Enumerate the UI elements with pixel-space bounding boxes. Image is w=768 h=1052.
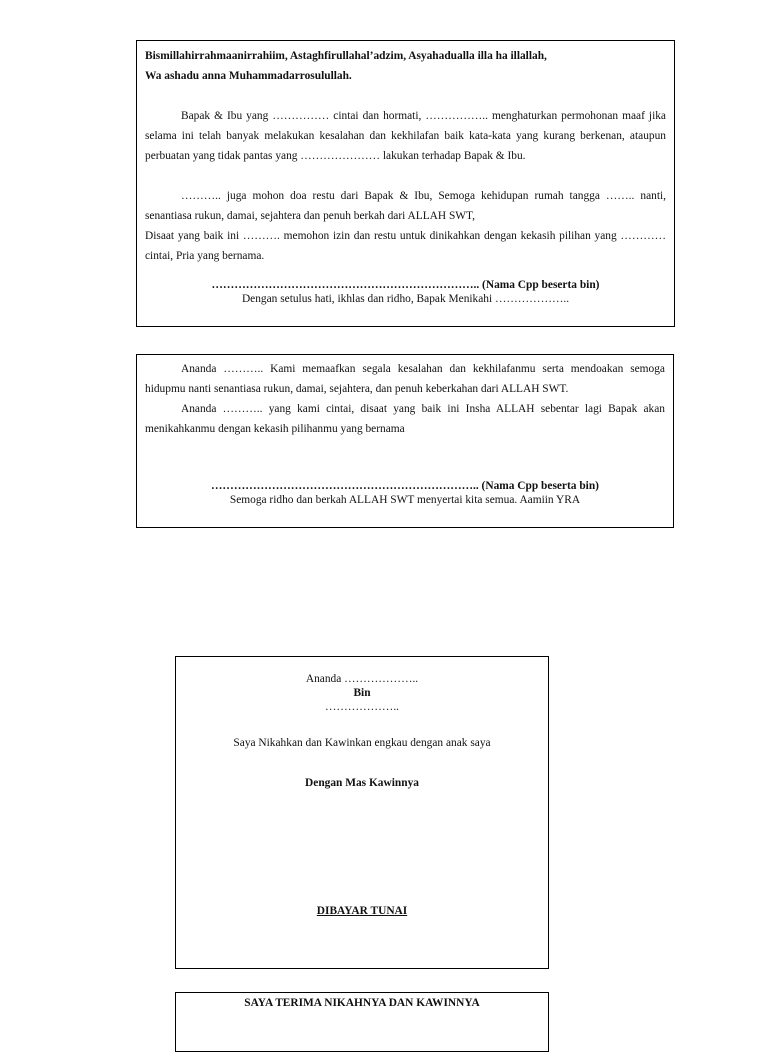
blessing-request-paragraph: ……….. juga mohon doa restu dari Bapak & Ibu, Semoga kehidupan rumah tangga …….. nanti, senantiasa rukun, damai, sejahtera dan penuh berkah dari ALLAH SWT,: [145, 190, 666, 222]
qabul-box: [175, 992, 549, 1052]
bin-blank: ………………..: [324, 701, 400, 713]
ananda-line: Ananda ………………..: [305, 673, 419, 685]
marriage-announcement-paragraph: Ananda ……….. yang kami cintai, disaat yang baik ini Insha ALLAH sebentar lagi Bapak akan menikahkanmu dengan kekasih pilihanmu yang bernama: [145, 403, 665, 435]
closing-prayer-line: Semoga ridho dan berkah ALLAH SWT menyertai kita semua. Aamiin YRA: [229, 494, 581, 506]
closing-line: Dengan setulus hati, ikhlas dan ridho, Bapak Menikahi ………………..: [241, 293, 570, 305]
mas-kawin-label: Dengan Mas Kawinnya: [305, 777, 419, 789]
paid-cash-label: DIBAYAR TUNAI: [316, 905, 408, 917]
ijab-box: [175, 656, 549, 969]
parent-request-box: [136, 40, 675, 327]
qabul-title: SAYA TERIMA NIKAHNYA DAN KAWINNYA: [244, 997, 480, 1009]
opening-line-2: Wa ashadu anna Muhammadarrosulullah.: [145, 70, 352, 82]
opening-line-1: Bismillahirrahmaanirrahiim, Astaghfirullahal’adzim, Asyahadualla illa ha illallah,: [145, 50, 547, 62]
bin-label: Bin: [353, 687, 371, 699]
groom-name-line: …………………………………………………………….. (Nama Cpp beserta bin): [211, 480, 599, 492]
permission-paragraph: Disaat yang baik ini ………. memohon izin dan restu untuk dinikahkan dengan kekasih pilihan yang ………… cintai, Pria yang bernama.: [145, 230, 666, 262]
forgiveness-paragraph: Ananda ……….. Kami memaafkan segala kesalahan dan kekhilafanmu serta mendoakan semoga hidupmu nanti senantiasa rukun, damai, sejahtera, dan penuh keberkahan dari ALLAH SWT.: [145, 363, 665, 395]
apology-paragraph: Bapak & Ibu yang …………… cintai dan hormati, …………….. menghaturkan permohonan maaf jika selama ini telah banyak melakukan kesalahan dan kekhilafan baik kata-kata yang kurang berkenan, ataupun perbuatan yang tidak pantas yang ………………… lakukan terhadap Bapak & Ibu.: [145, 110, 666, 162]
parent-response-box: [136, 354, 674, 528]
groom-name-line: …………………………………………………………….. (Nama Cpp beserta bin): [211, 279, 600, 291]
ijab-statement: Saya Nikahkan dan Kawinkan engkau dengan anak saya: [233, 737, 491, 749]
